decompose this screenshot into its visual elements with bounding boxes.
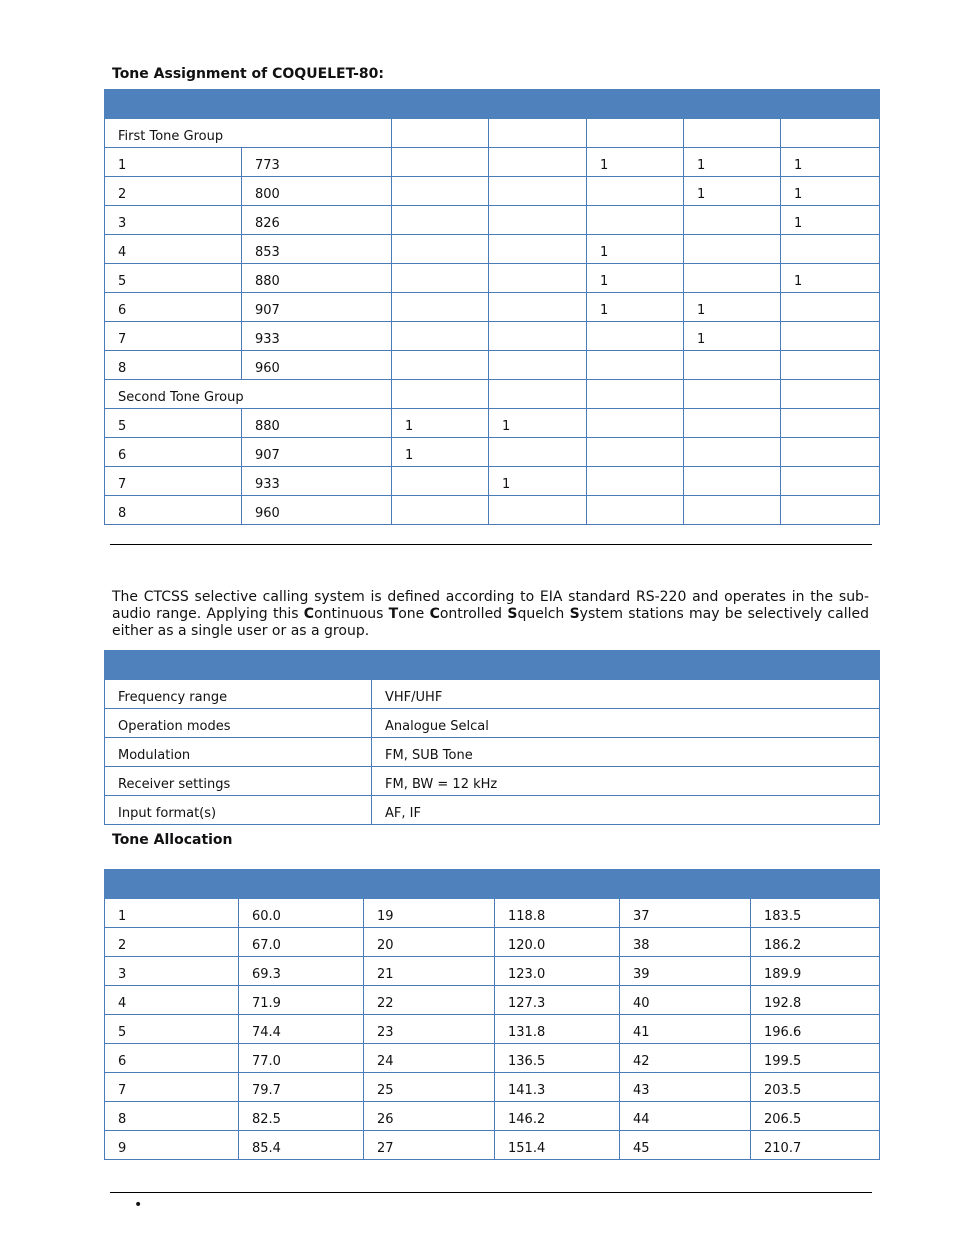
- table-row: [105, 1102, 880, 1131]
- table-cell: 196.6: [751, 1015, 880, 1044]
- table-cell: 45: [620, 1131, 751, 1160]
- ctcss-text-part: ontinuous: [314, 606, 389, 622]
- table-cell: [489, 438, 587, 467]
- table-cell: FM, BW = 12 kHz: [372, 767, 880, 796]
- table-cell: 933: [242, 467, 392, 496]
- table-cell: 186.2: [751, 928, 880, 957]
- table-cell: 39: [620, 957, 751, 986]
- table-cell: 4: [105, 986, 239, 1015]
- table-cell: [587, 206, 684, 235]
- table-cell: [489, 322, 587, 351]
- table-cell: [489, 235, 587, 264]
- tone-allocation-title: Tone Allocation: [112, 832, 233, 848]
- table-cell: [392, 148, 489, 177]
- table-cell: [489, 148, 587, 177]
- table-cell: 131.8: [495, 1015, 620, 1044]
- table-cell: 5: [105, 409, 242, 438]
- table-header-row: [105, 870, 880, 899]
- table-row: [105, 796, 880, 825]
- table-cell: 23: [364, 1015, 495, 1044]
- table-cell: [392, 496, 489, 525]
- table-cell: Frequency range: [105, 680, 372, 709]
- ctcss-text-part: C: [303, 606, 315, 622]
- table-cell: 67.0: [239, 928, 364, 957]
- table-cell: 44: [620, 1102, 751, 1131]
- table-cell: [587, 467, 684, 496]
- table-cell: [392, 293, 489, 322]
- table-cell: 74.4: [239, 1015, 364, 1044]
- ctcss-properties-table: [104, 650, 880, 825]
- table-cell: [392, 351, 489, 380]
- table-cell: [489, 264, 587, 293]
- table-cell: VHF/UHF: [372, 680, 880, 709]
- table-cell: [781, 351, 880, 380]
- table-cell: Second Tone Group: [105, 380, 392, 409]
- table-cell: 1: [684, 177, 781, 206]
- table-cell: 1: [392, 438, 489, 467]
- table-cell: 151.4: [495, 1131, 620, 1160]
- table-cell: 141.3: [495, 1073, 620, 1102]
- table-cell: 19: [364, 899, 495, 928]
- table-cell: 26: [364, 1102, 495, 1131]
- table-cell: 37: [620, 899, 751, 928]
- ctcss-text-part: ontrolled: [439, 606, 508, 622]
- table-cell: 123.0: [495, 957, 620, 986]
- table-cell: 146.2: [495, 1102, 620, 1131]
- table-cell: 6: [105, 1044, 239, 1073]
- table-cell: [684, 409, 781, 438]
- table-cell: [684, 380, 781, 409]
- table-cell: [392, 467, 489, 496]
- table-row: [105, 496, 880, 525]
- table-cell: 773: [242, 148, 392, 177]
- table-cell: Modulation: [105, 738, 372, 767]
- table-cell: 5: [105, 264, 242, 293]
- table-cell: 933: [242, 322, 392, 351]
- table-cell: 5: [105, 1015, 239, 1044]
- table-cell: 7: [105, 467, 242, 496]
- table-cell: 8: [105, 1102, 239, 1131]
- table-cell: 22: [364, 986, 495, 1015]
- tone-allocation-table: [104, 869, 880, 1160]
- table-cell: [489, 380, 587, 409]
- table-row: [105, 351, 880, 380]
- table-cell: [489, 177, 587, 206]
- table-cell: 42: [620, 1044, 751, 1073]
- ctcss-text-part: one: [398, 606, 430, 622]
- table-cell: [489, 293, 587, 322]
- table-cell: 1: [587, 293, 684, 322]
- ctcss-text-part: quelch: [517, 606, 570, 622]
- table-cell: [392, 206, 489, 235]
- footer-bullet: •: [134, 1197, 143, 1213]
- table-cell: 960: [242, 496, 392, 525]
- table-cell: 69.3: [239, 957, 364, 986]
- table-cell: FM, SUB Tone: [372, 738, 880, 767]
- table-cell: 43: [620, 1073, 751, 1102]
- table-cell: [684, 119, 781, 148]
- table-cell: 1: [684, 293, 781, 322]
- table-cell: 203.5: [751, 1073, 880, 1102]
- header-cell: [105, 90, 880, 119]
- table-cell: [587, 496, 684, 525]
- table-cell: 1: [105, 899, 239, 928]
- table-cell: 880: [242, 264, 392, 293]
- table-cell: 1: [587, 148, 684, 177]
- table-cell: [684, 206, 781, 235]
- header-cell: [372, 651, 880, 680]
- table-cell: 1: [392, 409, 489, 438]
- table-cell: 206.5: [751, 1102, 880, 1131]
- ctcss-text-part: S: [507, 606, 518, 622]
- table-row: [105, 1044, 880, 1073]
- table-cell: [587, 409, 684, 438]
- table-cell: [392, 177, 489, 206]
- table-cell: AF, IF: [372, 796, 880, 825]
- table-cell: 118.8: [495, 899, 620, 928]
- table-row: [105, 293, 880, 322]
- table-cell: [781, 235, 880, 264]
- table-header-row: [105, 90, 880, 119]
- header-cell: [105, 870, 239, 899]
- table-row: [105, 1131, 880, 1160]
- table-cell: [587, 177, 684, 206]
- table-cell: 907: [242, 438, 392, 467]
- table-cell: 21: [364, 957, 495, 986]
- table-row: [105, 957, 880, 986]
- table-cell: 9: [105, 1131, 239, 1160]
- table-cell: 3: [105, 206, 242, 235]
- table-cell: 6: [105, 293, 242, 322]
- table-row: [105, 380, 880, 409]
- table-cell: Input format(s): [105, 796, 372, 825]
- table-cell: 800: [242, 177, 392, 206]
- table-cell: 41: [620, 1015, 751, 1044]
- table-row: [105, 680, 880, 709]
- header-cell: [105, 651, 372, 680]
- table-cell: [684, 264, 781, 293]
- table-cell: [489, 206, 587, 235]
- table-cell: [489, 351, 587, 380]
- table-row: [105, 206, 880, 235]
- table-cell: 120.0: [495, 928, 620, 957]
- table-row: [105, 264, 880, 293]
- table-cell: 38: [620, 928, 751, 957]
- ctcss-text-part: C: [429, 606, 440, 622]
- table-row: [105, 148, 880, 177]
- table-cell: 3: [105, 957, 239, 986]
- table-cell: 7: [105, 1073, 239, 1102]
- table-cell: 60.0: [239, 899, 364, 928]
- table-cell: 71.9: [239, 986, 364, 1015]
- table-row: [105, 119, 880, 148]
- table-cell: 907: [242, 293, 392, 322]
- table-row: [105, 928, 880, 957]
- table-cell: 24: [364, 1044, 495, 1073]
- table-row: [105, 767, 880, 796]
- table-cell: 2: [105, 928, 239, 957]
- table-cell: 127.3: [495, 986, 620, 1015]
- table-row: [105, 1015, 880, 1044]
- table-cell: 77.0: [239, 1044, 364, 1073]
- table-cell: 853: [242, 235, 392, 264]
- table-row: [105, 986, 880, 1015]
- table-cell: [392, 380, 489, 409]
- table-cell: 25: [364, 1073, 495, 1102]
- table-cell: [684, 467, 781, 496]
- ctcss-text-part: T: [388, 606, 399, 622]
- ctcss-text-part: ystem stations may be selectively called either as a single user or as a group.: [112, 606, 869, 639]
- table-row: [105, 1073, 880, 1102]
- table-cell: 189.9: [751, 957, 880, 986]
- footer-divider: [110, 1192, 872, 1193]
- table-cell: 82.5: [239, 1102, 364, 1131]
- table-cell: [489, 496, 587, 525]
- table-cell: 7: [105, 322, 242, 351]
- table-cell: 20: [364, 928, 495, 957]
- table-row: [105, 409, 880, 438]
- table-cell: [781, 380, 880, 409]
- table-cell: [587, 380, 684, 409]
- table-cell: Analogue Selcal: [372, 709, 880, 738]
- table-cell: 8: [105, 496, 242, 525]
- table-cell: 79.7: [239, 1073, 364, 1102]
- table-row: [105, 235, 880, 264]
- table-row: [105, 709, 880, 738]
- table-cell: [781, 409, 880, 438]
- table-cell: 1: [781, 264, 880, 293]
- table-cell: [587, 322, 684, 351]
- table-row: [105, 438, 880, 467]
- table-cell: 27: [364, 1131, 495, 1160]
- table-row: [105, 899, 880, 928]
- table-cell: 1: [105, 148, 242, 177]
- ctcss-description: [112, 589, 869, 640]
- table-cell: [684, 438, 781, 467]
- table-cell: 192.8: [751, 986, 880, 1015]
- table-cell: 4: [105, 235, 242, 264]
- table-cell: Operation modes: [105, 709, 372, 738]
- table-cell: 1: [684, 322, 781, 351]
- table-cell: 210.7: [751, 1131, 880, 1160]
- table-cell: 826: [242, 206, 392, 235]
- table-cell: 8: [105, 351, 242, 380]
- ctcss-text-part: The CTCSS selective calling system is defined according to EIA standard RS-220 and operates in the sub-audio range. Applying this: [112, 589, 869, 622]
- table-cell: [489, 119, 587, 148]
- ctcss-text-part: S: [569, 606, 580, 622]
- table-cell: 183.5: [751, 899, 880, 928]
- table-cell: 1: [587, 264, 684, 293]
- table-cell: Receiver settings: [105, 767, 372, 796]
- table-cell: [781, 293, 880, 322]
- table-cell: 40: [620, 986, 751, 1015]
- table-row: [105, 177, 880, 206]
- tone-assignment-table: [104, 89, 880, 525]
- table-cell: [781, 438, 880, 467]
- tone-assignment-title: Tone Assignment of COQUELET-80:: [112, 66, 385, 82]
- table-cell: 199.5: [751, 1044, 880, 1073]
- table-cell: 1: [781, 148, 880, 177]
- table-cell: [781, 119, 880, 148]
- table-cell: 1: [489, 467, 587, 496]
- table-cell: [684, 496, 781, 525]
- table-cell: [781, 322, 880, 351]
- table-cell: [392, 264, 489, 293]
- table-row: [105, 467, 880, 496]
- table-cell: 880: [242, 409, 392, 438]
- table-cell: [392, 119, 489, 148]
- table-cell: First Tone Group: [105, 119, 392, 148]
- table-cell: [684, 351, 781, 380]
- table-cell: [587, 351, 684, 380]
- table-cell: 2: [105, 177, 242, 206]
- table-cell: 960: [242, 351, 392, 380]
- table-cell: 1: [684, 148, 781, 177]
- table-cell: 1: [489, 409, 587, 438]
- table-cell: 85.4: [239, 1131, 364, 1160]
- table-cell: [684, 235, 781, 264]
- table-cell: [587, 438, 684, 467]
- table-cell: [392, 322, 489, 351]
- divider: [110, 544, 872, 545]
- header-cell: [239, 870, 880, 899]
- table-cell: 136.5: [495, 1044, 620, 1073]
- table-cell: 6: [105, 438, 242, 467]
- table-cell: 1: [587, 235, 684, 264]
- table-cell: [781, 496, 880, 525]
- table-header-row: [105, 651, 880, 680]
- table-cell: [587, 119, 684, 148]
- table-cell: 1: [781, 177, 880, 206]
- table-cell: [781, 467, 880, 496]
- table-row: [105, 322, 880, 351]
- table-cell: 1: [781, 206, 880, 235]
- table-row: [105, 738, 880, 767]
- table-cell: [392, 235, 489, 264]
